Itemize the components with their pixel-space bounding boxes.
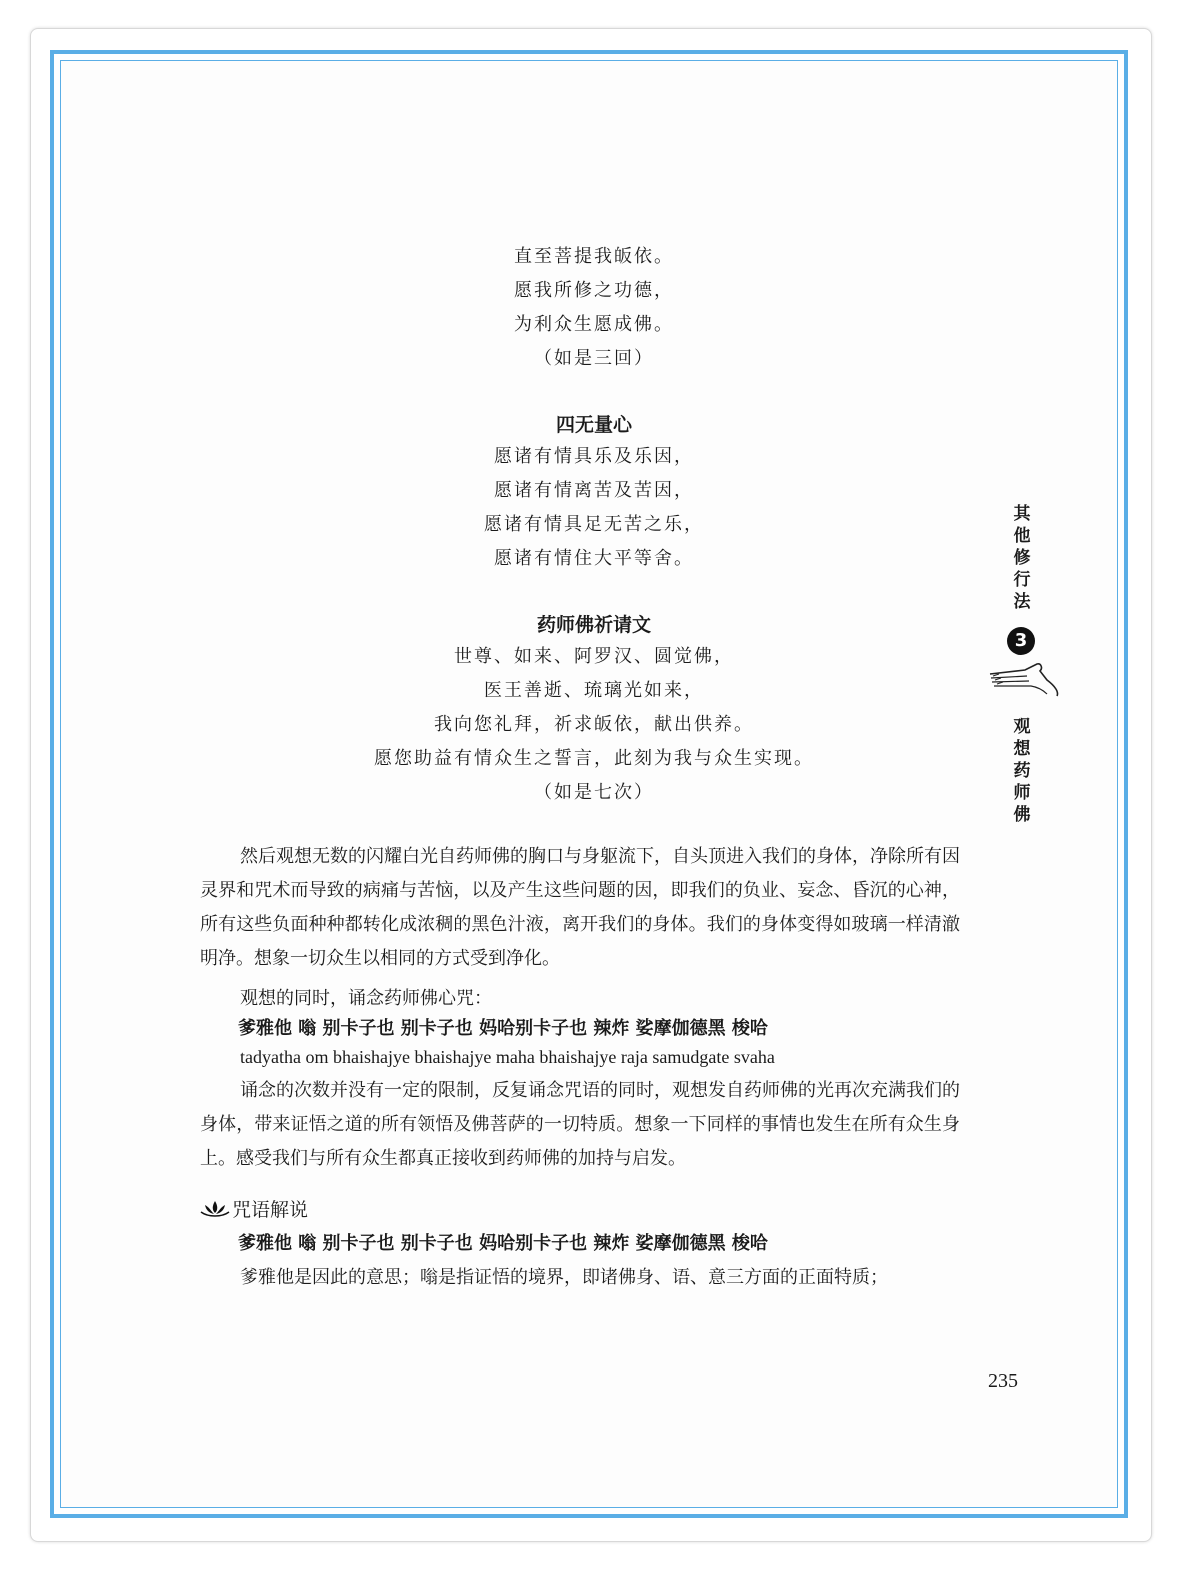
mantra-chinese: 爹雅他 嗡 别卡子也 别卡子也 妈哈别卡子也 辣炸 娑摩伽德黑 梭哈 <box>238 1233 768 1254</box>
verse-line: 愿诸有情离苦及苦因， <box>494 480 694 501</box>
chapter-number-badge: 3 <box>1007 627 1035 655</box>
page-number: 235 <box>988 1370 1018 1392</box>
chapter-title: 其 他 修 行 法 <box>1013 504 1031 612</box>
verse-line: 我向您礼拜，祈求皈依，献出供养。 <box>434 714 754 735</box>
verse-line: （如是三回） <box>534 348 654 369</box>
verse-line: 医王善逝、琉璃光如来， <box>484 680 704 701</box>
body-line: 爹雅他是因此的意思；嗡是指证悟的境界，即诸佛身、语、意三方面的正面特质； <box>240 1267 888 1288</box>
mantra-chinese: 爹雅他 嗡 别卡子也 别卡子也 妈哈别卡子也 辣炸 娑摩伽德黑 梭哈 <box>238 1018 768 1039</box>
verse-line: 愿您助益有情众生之誓言，此刻为我与众生实现。 <box>374 748 814 769</box>
verse-line: 直至菩提我皈依。 <box>514 246 674 267</box>
hand-icon <box>985 660 1065 700</box>
verse-line: 愿诸有情具乐及乐因， <box>494 446 694 467</box>
body-paragraph: 然后观想无数的闪耀白光自药师佛的胸口与身躯流下，自头顶进入我们的身体，净除所有因灵界和咒术而导致的病痛与苦恼，以及产生这些问题的因，即我们的负业、妄念、昏沉的心神，所有这些负面种种都转化成浓稠的黑色汁液，离开我们的身体。我们的身体变得如玻璃一样清澈明净。想象一切众生以相同的方式受到净化。 <box>200 846 960 969</box>
body-paragraph: 诵念的次数并没有一定的限制，反复诵念咒语的同时，观想发自药师佛的光再次充满我们的身体，带来证悟之道的所有领悟及佛菩萨的一切特质。想象一下同样的事情也发生在所有众生身上。感受我们与所有众生都真正接收到药师佛的加持与启发。 <box>200 1080 960 1169</box>
verse-line: 世尊、如来、阿罗汉、圆觉佛， <box>454 646 734 667</box>
mantra-roman: tadyatha om bhaishajye bhaishajye maha bhaishajye raja samudgate svaha <box>240 1047 775 1067</box>
verse-line: 愿我所修之功德， <box>514 280 674 301</box>
section-title: 咒语解说 <box>232 1199 309 1221</box>
section-vertical-title: 观 想 药 师 佛 <box>1013 717 1031 825</box>
section-heading: 药师佛祈请文 <box>536 614 651 636</box>
lotus-icon <box>200 1199 230 1217</box>
verse-line: 愿诸有情具足无苦之乐， <box>484 514 704 535</box>
body-line: 观想的同时，诵念药师佛心咒： <box>240 988 492 1009</box>
verse-line: 愿诸有情住大平等舍。 <box>494 548 694 569</box>
section-heading: 四无量心 <box>555 414 632 436</box>
verse-line: （如是七次） <box>534 782 654 803</box>
verse-line: 为利众生愿成佛。 <box>514 314 674 335</box>
